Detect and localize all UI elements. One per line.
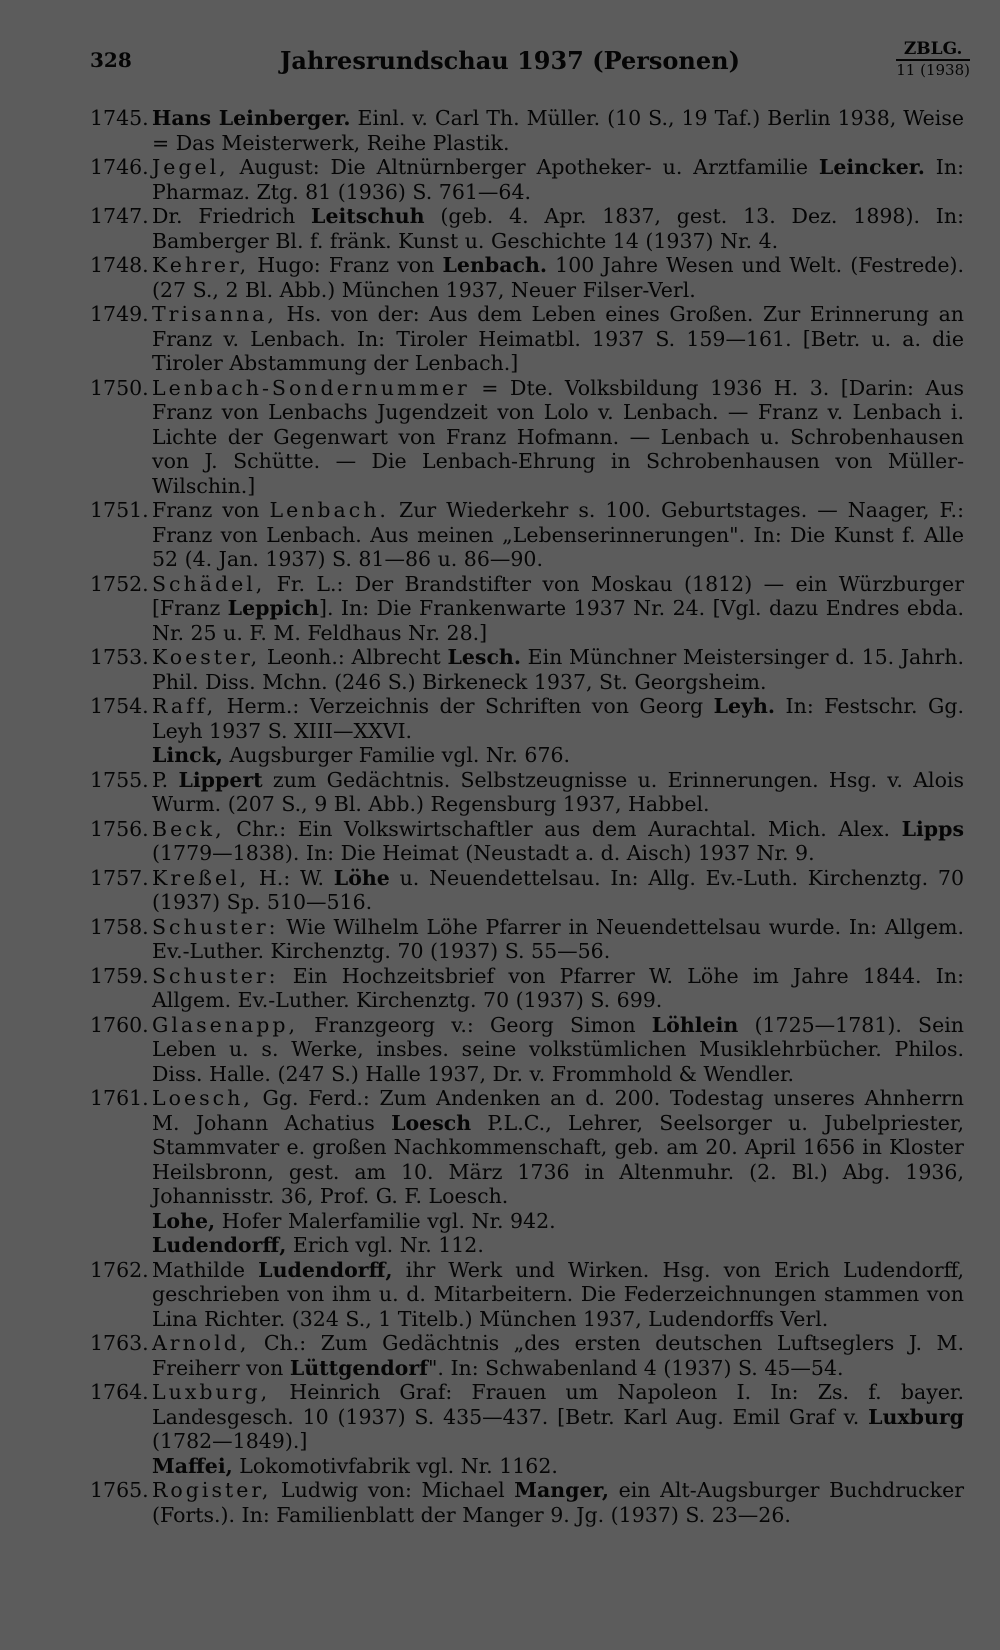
cross-reference-entry bbox=[90, 743, 964, 768]
cross-reference-entry bbox=[90, 1209, 964, 1234]
entry-text: Ludwig von: Michael bbox=[271, 1478, 515, 1502]
bibliography-entry bbox=[90, 694, 964, 743]
bibliography-entry bbox=[90, 1013, 964, 1087]
bibliography-entry bbox=[90, 1086, 964, 1209]
entry-text: Chr.: Ein Volkswirtschaftler aus dem Aurachtal. Mich. Alex. bbox=[224, 816, 902, 841]
entry-author-name: Trisanna, bbox=[152, 302, 277, 326]
entry-text: 100 Jahre Wesen und Welt. (Festrede). (27 S., 2 Bl. Abb.) München 1937, Neuer Filser-Verl. bbox=[152, 253, 964, 302]
entry-text: = Dte. Volksbildung 1936 H. 3. [Darin: Aus Franz von Lenbachs Jugendzeit von Lolo v. Lenbach. — Franz v. Lenbach i. Lichte der Gegenwart von Franz Hofmann. — Lenbach u. Schrobenhausen von J. Schütte. — Die Lenbach-Ehrung in Schrobenhausen von Müller-Wilschin.] bbox=[152, 375, 964, 498]
cross-reference-entry bbox=[90, 1454, 964, 1479]
entry-text: u. Neuendettelsau. In: Allg. Ev.-Luth. Kirchenztg. 70 (1937) Sp. 510—516. bbox=[152, 865, 964, 914]
bibliography-entry bbox=[90, 768, 964, 817]
entry-subject-name: Maffei, bbox=[152, 1453, 233, 1478]
entry-subject-name: Manger, bbox=[514, 1478, 609, 1502]
entry-text: (geb. 4. Apr. 1837, gest. 13. Dez. 1898). In: Bamberger Bl. f. fränk. Kunst u. Geschichte 14 (1937) Nr. 4. bbox=[152, 204, 964, 253]
bibliography-entry bbox=[90, 204, 964, 253]
entry-subject-name: Ludendorff, bbox=[152, 1233, 287, 1257]
entry-number: 1756. bbox=[90, 816, 149, 841]
entry-text: Leonh.: Albrecht bbox=[260, 645, 448, 669]
entry-text: Gg. Ferd.: Zum Andenken an d. 200. Todestag unseres Ahnherrn M. Johann Achatius bbox=[152, 1086, 964, 1135]
entry-number: 1759. bbox=[90, 963, 149, 988]
entry-subject-name: Lüttgendorf bbox=[289, 1355, 428, 1380]
running-title: Jahresrundschau 1937 (Personen) bbox=[280, 46, 740, 75]
entry-author-name: Luxburg, bbox=[152, 1380, 271, 1404]
entry-subject-name: Lohe, bbox=[152, 1208, 216, 1233]
entry-text: In: Festschr. Gg. Leyh 1937 S. XIII—XXVI. bbox=[152, 694, 964, 743]
bibliography-entry bbox=[90, 915, 964, 964]
entry-text: Franzgeorg v.: Georg Simon bbox=[298, 1012, 652, 1037]
entry-author-name: Beck, bbox=[152, 816, 225, 841]
bibliography-entry bbox=[90, 302, 964, 376]
sigla-abbreviation: ZBLG. bbox=[896, 40, 970, 61]
entry-subject-name: Linck, bbox=[152, 743, 223, 767]
entry-text: Ch.: Zum Gedächtnis „des ersten deutschen Luftseglers J. M. Freiherr von bbox=[152, 1331, 964, 1380]
entry-text: Augsburger Familie vgl. Nr. 676. bbox=[222, 743, 571, 767]
entry-number: 1751. bbox=[90, 498, 149, 522]
bibliography-entry bbox=[90, 106, 964, 155]
entry-text: Franz von bbox=[152, 498, 270, 522]
sigla-volume: 11 (1938) bbox=[896, 61, 970, 79]
bibliography-entry bbox=[90, 645, 964, 694]
entry-text: Zur Wiederkehr s. 100. Geburtstages. — Naager, F.: Franz von Lenbach. Aus meinen „Lebenserinnerungen". In: Die Kunst f. Alle 52 (4. Jan. 1937) S. 81—86 u. 86—90. bbox=[152, 498, 964, 571]
entry-number: 1765. bbox=[90, 1478, 149, 1502]
entry-text: H.: W. bbox=[249, 865, 334, 890]
entry-text: Erich vgl. Nr. 112. bbox=[286, 1233, 484, 1257]
entry-number: 1760. bbox=[90, 1012, 149, 1037]
entry-author-name: Lenbach-Sondernummer bbox=[152, 375, 470, 400]
entry-text: Ein Hochzeitsbrief von Pfarrer W. Löhe im Jahre 1844. In: Allgem. Ev.-Luther. Kirchenztg. 70 (1937) S. 699. bbox=[152, 963, 964, 1012]
entry-number: 1747. bbox=[90, 204, 149, 228]
entry-text: Einl. v. Carl Th. Müller. (10 S., 19 Taf.) Berlin 1938, Weise = Das Meisterwerk, Reihe Plastik. bbox=[152, 106, 964, 155]
bibliography-list bbox=[90, 106, 964, 1527]
entry-number: 1753. bbox=[90, 645, 149, 669]
entry-number: 1762. bbox=[90, 1257, 149, 1282]
page-number: 328 bbox=[90, 48, 132, 72]
entry-number: 1758. bbox=[90, 914, 149, 939]
entry-number: 1761. bbox=[90, 1086, 149, 1110]
entry-text: August: Die Altnürnberger Apotheker- u. Arztfamilie bbox=[228, 155, 819, 179]
entry-subject-name: Leincker. bbox=[818, 155, 925, 179]
bibliography-entry bbox=[90, 1478, 964, 1527]
bibliography-entry bbox=[90, 155, 964, 204]
entry-subject-name: Lipps bbox=[901, 816, 964, 841]
entry-number: 1749. bbox=[90, 302, 149, 326]
entry-text: P. bbox=[152, 767, 179, 792]
entry-subject-name: Löhe bbox=[333, 865, 390, 890]
entry-author-name: Lenbach. bbox=[269, 498, 389, 522]
entry-author-name: Kreßel, bbox=[152, 865, 250, 890]
entry-author-name: Glasenapp, bbox=[152, 1012, 298, 1037]
entry-subject-name: Leitschuh bbox=[311, 204, 425, 228]
cross-reference-entry bbox=[90, 1233, 964, 1258]
entry-number: 1764. bbox=[90, 1380, 149, 1404]
entry-subject-name: Hans Leinberger. bbox=[152, 106, 351, 130]
entry-number: 1755. bbox=[90, 767, 149, 792]
entry-subject-name: Lenbach. bbox=[442, 253, 548, 277]
entry-text: (1782—1849).] bbox=[152, 1429, 308, 1453]
entry-author-name: Kehrer, bbox=[152, 253, 250, 277]
entry-subject-name: Ludendorff, bbox=[258, 1257, 393, 1282]
entry-text: Dr. Friedrich bbox=[152, 204, 312, 228]
entry-text: Lokomotivfabrik vgl. Nr. 1162. bbox=[232, 1453, 558, 1478]
bibliography-entry bbox=[90, 1331, 964, 1380]
entry-author-name: Koester, bbox=[152, 645, 261, 669]
bibliography-entry bbox=[90, 572, 964, 646]
entry-subject-name: Löhlein bbox=[651, 1012, 739, 1037]
entry-author-name: Raff, bbox=[152, 694, 217, 718]
entry-author-name: Loesch, bbox=[152, 1086, 253, 1110]
entry-text: ein Alt-Augsburger Buchdrucker (Forts.). In: Familienblatt der Manger 9. Jg. (1937) S. 23—26. bbox=[152, 1478, 964, 1527]
entry-author-name: Schuster: bbox=[152, 914, 279, 939]
entry-text: Hugo: Franz von bbox=[249, 253, 443, 277]
entry-text: Hofer Malerfamilie vgl. Nr. 942. bbox=[215, 1208, 556, 1233]
page-header bbox=[90, 40, 970, 90]
journal-sigla bbox=[896, 40, 970, 80]
entry-text: Fr. L.: Der Brandstifter von Moskau (1812) — ein Würzburger [Franz bbox=[152, 571, 964, 620]
bibliography-entry bbox=[90, 817, 964, 866]
entry-number: 1757. bbox=[90, 865, 149, 890]
bibliography-entry bbox=[90, 1380, 964, 1454]
entry-author-name: Schuster: bbox=[152, 963, 279, 988]
entry-subject-name: Lippert bbox=[178, 767, 263, 792]
entry-subject-name: Loesch bbox=[391, 1110, 472, 1135]
entry-text: Wie Wilhelm Löhe Pfarrer in Neuendettelsau wurde. In: Allgem. Ev.-Luther. Kirchenztg. 70 (1937) S. 55—56. bbox=[152, 914, 964, 963]
bibliography-entry bbox=[90, 498, 964, 572]
entry-text: Mathilde bbox=[152, 1257, 259, 1282]
bibliography-entry bbox=[90, 964, 964, 1013]
entry-text: Ein Münchner Meistersinger d. 15. Jahrh. Phil. Diss. Mchn. (246 S.) Birkeneck 1937, St. Georgsheim. bbox=[152, 645, 964, 694]
bibliography-entry bbox=[90, 253, 964, 302]
entry-text: P.L.C., Lehrer, Seelsorger u. Jubelpriester, Stammvater e. großen Nachkommenschaft, geb. am 20. April 1656 in Kloster Heilsbronn, gest. am 10. März 1736 in Altenmuhr. (2. Bl.) Abg. 1936, Johannisstr. 36, Prof. G. F. Loesch. bbox=[152, 1110, 964, 1208]
entry-number: 1752. bbox=[90, 571, 149, 596]
entry-subject-name: Leyh. bbox=[713, 694, 776, 718]
bibliography-entry bbox=[90, 866, 964, 915]
entry-number: 1763. bbox=[90, 1331, 149, 1355]
entry-author-name: Jegel, bbox=[152, 155, 229, 179]
entry-author-name: Schädel, bbox=[152, 571, 266, 596]
entry-number: 1750. bbox=[90, 375, 149, 400]
entry-number: 1745. bbox=[90, 106, 149, 130]
entry-subject-name: Leppich bbox=[227, 596, 319, 620]
entry-number: 1754. bbox=[90, 694, 149, 718]
entry-author-name: Arnold, bbox=[152, 1331, 250, 1355]
entry-text: (1725—1781). Sein Leben u. s. Werke, insbes. seine volkstümlichen Musiklehrbücher. Philos. Diss. Halle. (247 S.) Halle 1937, Dr. v. Frommhold & Wendler. bbox=[152, 1012, 964, 1086]
entry-number: 1746. bbox=[90, 155, 149, 179]
entry-author-name: Rogister, bbox=[152, 1478, 272, 1502]
entry-text: ]. In: Die Frankenwarte 1937 Nr. 24. [Vgl. dazu Endres ebda. Nr. 25 u. F. M. Feldhaus Nr. 28.] bbox=[152, 596, 964, 645]
entry-text: ". In: Schwabenland 4 (1937) S. 45—54. bbox=[427, 1355, 844, 1380]
entry-subject-name: Luxburg bbox=[868, 1404, 964, 1429]
entry-subject-name: Lesch. bbox=[447, 645, 521, 669]
entry-text: Hs. von der: Aus dem Leben eines Großen. Zur Erinnerung an Franz v. Lenbach. In: Tiroler Heimatbl. 1937 S. 159—161. [Betr. u. a. die Tiroler Abstammung der Lenbach.] bbox=[152, 302, 964, 375]
entry-text: zum Gedächtnis. Selbstzeugnisse u. Erinnerungen. Hsg. v. Alois Wurm. (207 S., 9 Bl. Abb.) Regensburg 1937, Habbel. bbox=[152, 767, 964, 816]
entry-text: (1779—1838). In: Die Heimat (Neustadt a. d. Aisch) 1937 Nr. 9. bbox=[152, 841, 815, 865]
entry-text: Herm.: Verzeichnis der Schriften von Georg bbox=[216, 694, 714, 718]
entry-text: In: Pharmaz. Ztg. 81 (1936) S. 761—64. bbox=[152, 155, 964, 204]
entry-text: ihr Werk und Wirken. Hsg. von Erich Ludendorff, geschrieben von ihm u. d. Mitarbeitern. Die Federzeichnungen stammen von Lina Richter. (324 S., 1 Titelb.) München 1937, Ludendorffs Verl. bbox=[152, 1257, 964, 1331]
entry-number: 1748. bbox=[90, 253, 149, 277]
bibliography-entry bbox=[90, 376, 964, 499]
bibliography-entry bbox=[90, 1258, 964, 1332]
entry-text: Heinrich Graf: Frauen um Napoleon I. In: Zs. f. bayer. Landesgesch. 10 (1937) S. 435—437. [Betr. Karl Aug. Emil Graf v. bbox=[152, 1380, 964, 1429]
